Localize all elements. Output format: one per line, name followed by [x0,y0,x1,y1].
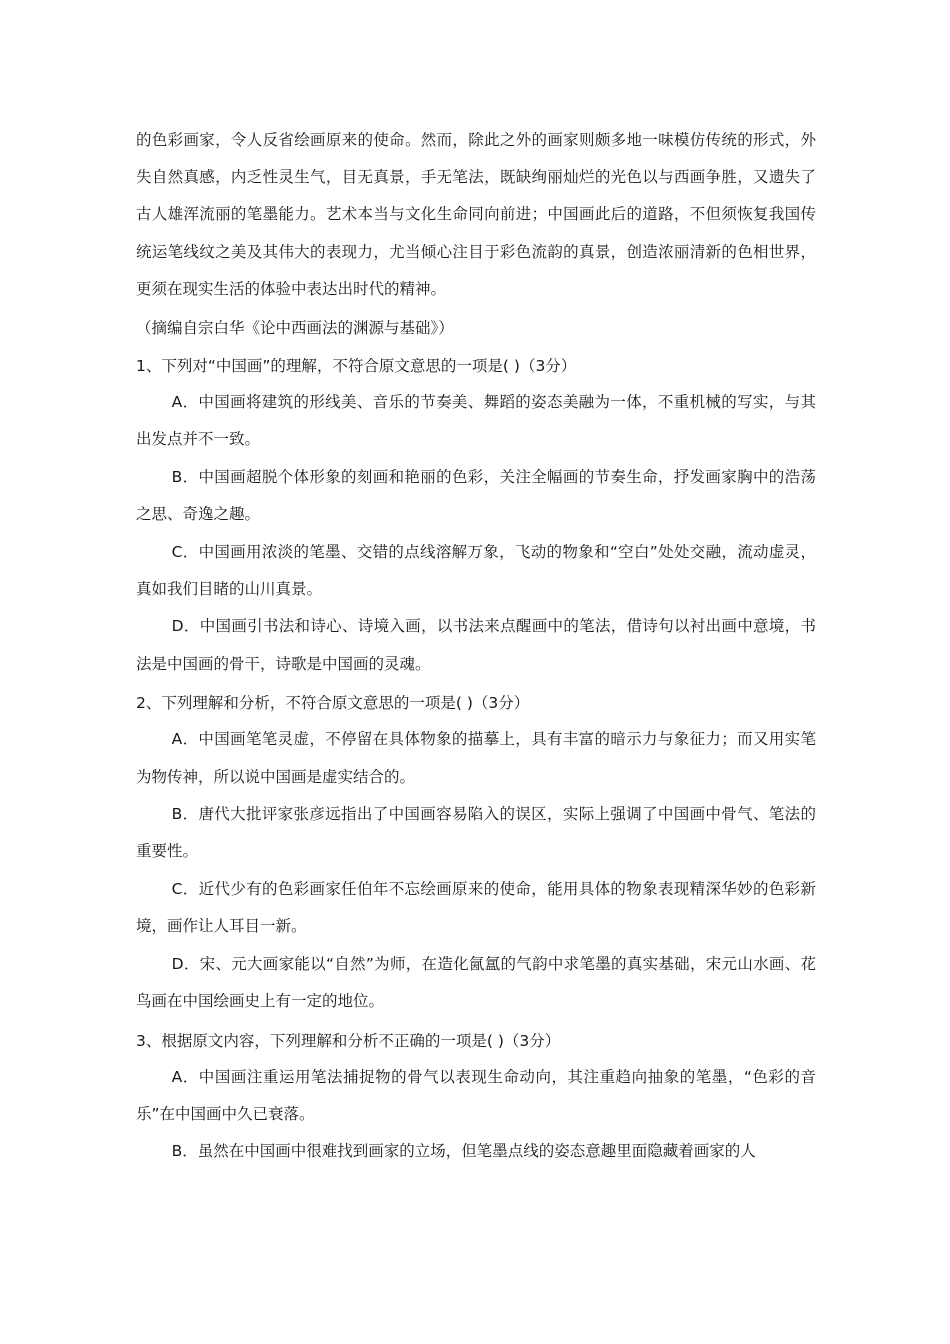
option-b: B．虽然在中国画中很难找到画家的立场，但笔墨点线的姿态意趣里面隐藏着画家的人 [171,1142,756,1161]
question-stem: 3、根据原文内容，下列理解和分析不正确的一项是( )（3分） [136,1031,561,1050]
question-stem: 2、下列理解和分析，不符合原文意思的一项是( )（3分） [136,694,530,713]
option-b: B．唐代大批评家张彦远指出了中国画容易陷入的误区，实际上强调了中国画中骨气、笔法的重要性。 [136,805,816,861]
option-c: C．中国画用浓淡的笔墨、交错的点线溶解万象，飞动的物象和“空白”处处交融，流动虚灵，真如我们目睹的山川真景。 [136,542,816,599]
text-block [136,122,816,1171]
question-1 [136,346,816,683]
option-d: D．中国画引书法和诗心、诗境入画，以书法来点醒画中的笔法，借诗句以衬出画中意境，书法是中国画的骨干，诗歌是中国画的灵魂。 [136,617,816,673]
option-c: C．近代少有的色彩画家任伯年不忘绘画原来的使命，能用具体的物象表现精深华妙的色彩新境，画作让人耳目一新。 [136,879,816,936]
option-d: D．宋、元大画家能以“自然”为师，在造化氤氲的气韵中求笔墨的真实基础，宋元山水画、花鸟画在中国绘画史上有一定的地位。 [136,954,816,1011]
option-b: B．中国画超脱个体形象的刻画和艳丽的色彩，关注全幅画的节奏生命，抒发画家胸中的浩荡之思、奇逸之趣。 [136,467,816,524]
passage-source: （摘编自宗白华《论中西画法的渊源与基础》） [136,319,454,338]
question-3 [136,1021,816,1171]
question-2 [136,683,816,1020]
option-a: A．中国画注重运用笔法捕捉物的骨气以表现生命动向，其注重趋向抽象的笔墨，“色彩的音乐”在中国画中久已衰落。 [136,1067,816,1123]
option-a: A．中国画笔笔灵虚，不停留在具体物象的描摹上，具有丰富的暗示力与象征力；而又用实笔为物传神，所以说中国画是虚实结合的。 [136,730,816,786]
question-stem: 1、下列对“中国画”的理解，不符合原文意思的一项是( )（3分） [136,357,577,376]
passage-paragraph: 的色彩画家，令人反省绘画原来的使命。然而，除此之外的画家则颇多地一味模仿传统的形式，外失自然真感，内乏性灵生气，目无真景，手无笔法，既缺绚丽灿烂的光色以与西画争胜，又遗失了古人雄浑流丽的笔墨能力。艺术本当与文化生命同向前进；中国画此后的道路，不但须恢复我国传统运笔线纹之美及其伟大的表现力，尤当倾心注目于彩色流韵的真景，创造浓丽清新的色相世界，更须在现实生活的体验中表达出时代的精神。 [136,131,816,298]
option-a: A．中国画将建筑的形线美、音乐的节奏美、舞蹈的姿态美融为一体，不重机械的写实，与其出发点并不一致。 [136,393,816,449]
